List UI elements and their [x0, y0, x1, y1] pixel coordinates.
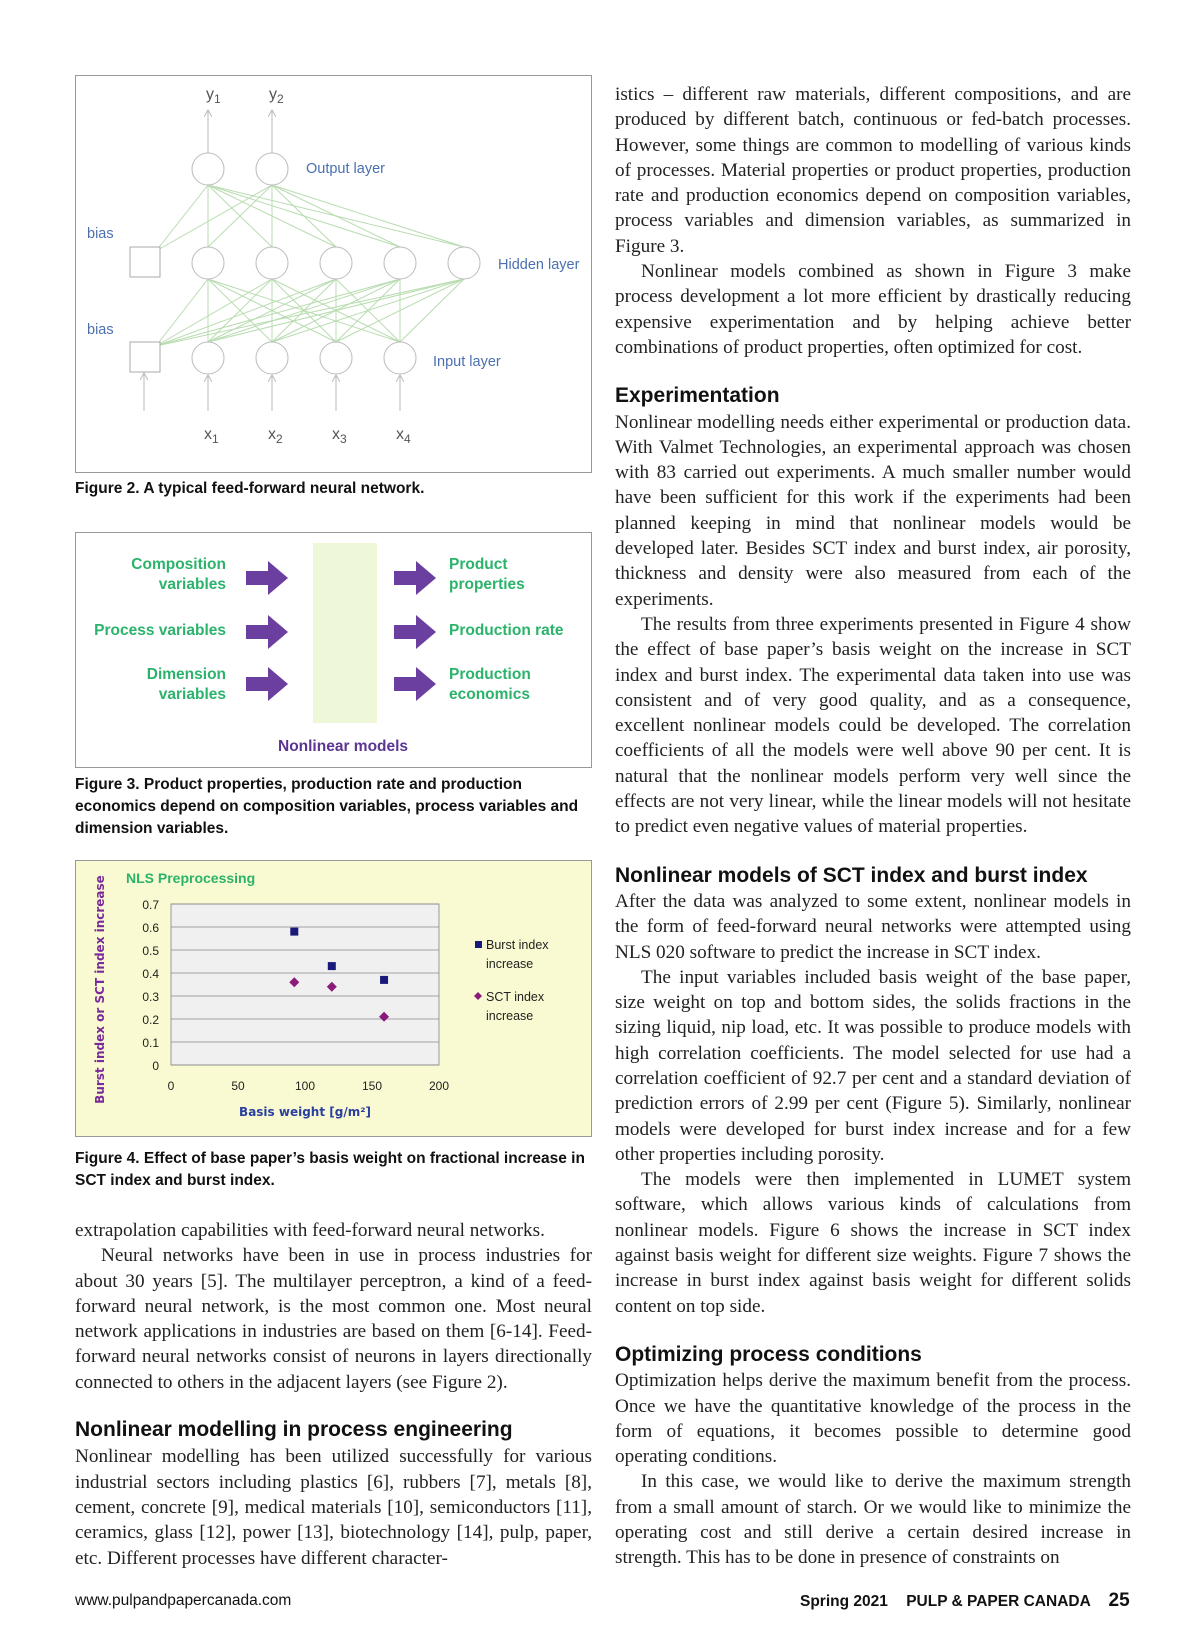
burst-index-point	[328, 962, 336, 970]
neuron-node	[448, 247, 480, 279]
connection-line	[156, 185, 208, 251]
neuron-node	[192, 342, 224, 374]
bias-node	[130, 247, 160, 277]
paragraph: extrapolation capabilities with feed-forward neural networks.	[75, 1220, 545, 1241]
dimension-variables-label: Dimension variables	[146, 666, 226, 703]
neuron-node	[256, 247, 288, 279]
connection-line	[400, 279, 464, 342]
paragraph: In this case, we would like to derive the maximum strength from a small amount of starch. Or we would like to minimize the operating cost and still derive a certain desired increase in strength. This has to be done in presence of constraints on	[615, 1471, 1131, 1569]
paragraph: istics – different raw materials, different compositions, and are produced by different batch, continuous or fed-batch processes. However, some things are common to modelling of various kinds of processes. Material properties or product properties, production rate and production economics depend on composition variables, process variables and dimension variables, as summarized in Figure 3.	[615, 84, 1131, 257]
paragraph: Nonlinear modelling has been utilized successfully for various industrial sectors including plastics [6], rubbers [7], metals [8], cement, concrete [9], medical materials [10], semiconductors [11], ceramics, glass [12], power [13], biotechnology [14], pulp, paper, etc. Different processes have different character-	[75, 1446, 592, 1569]
legend-marker-square	[475, 941, 482, 948]
footer-publication: PULP & PAPER CANADA	[906, 1593, 1091, 1610]
paragraph: Optimization helps derive the maximum benefit from the process. Once we have the quantitative knowledge of the process in the form of equations, it becomes possible to determine good operating conditions.	[615, 1370, 1131, 1468]
burst-index-point	[290, 928, 298, 936]
arrow-icon	[394, 561, 436, 595]
neuron-node	[384, 247, 416, 279]
bias-top-label: bias	[87, 226, 114, 242]
nonlinear-models-box	[313, 543, 377, 723]
chart-title: NLS Preprocessing	[126, 870, 256, 886]
paragraph: Nonlinear modelling needs either experimental or production data. With Valmet Technologies, an experimental approach was chosen with 83 carried out experiments. A much smaller number would have been sufficient for this work if the experiments had been planned keeping in mind that nonlinear models would be developed later. Besides SCT index and burst index, air porosity, thickness and density were also measured from each of the experiments.	[615, 411, 1131, 610]
left-column-text	[75, 1218, 592, 1571]
burst-index-point	[380, 976, 388, 984]
x-tick-label: 50	[231, 1079, 245, 1093]
legend-label: increase	[486, 957, 534, 971]
paragraph: The results from three experiments presented in Figure 4 show the effect of base paper’s basis weight on the increase in SCT index and burst index. The experimental data taken into use was consistent and of very good quality, and as a consequence, excellent nonlinear models could be developed. The correlation coefficients of all the models were well above 90 per cent. It is natural that the nonlinear models perform very well since the effects are not very linear, while the linear models will not hesitate to predict even negative values of material properties.	[615, 613, 1131, 838]
section-heading: Optimizing process conditions	[615, 1342, 922, 1366]
x-tick-label: 150	[361, 1079, 383, 1093]
composition-variables-label: Composition variables	[131, 556, 226, 593]
network-nodes	[130, 153, 480, 374]
section-heading: Experimentation	[615, 384, 780, 408]
legend-label: SCT index	[486, 990, 545, 1004]
arrow-icon	[246, 667, 288, 701]
x3-label: $x_3$	[332, 426, 347, 447]
x4-label: $x_4$	[396, 426, 411, 447]
right-column-text	[615, 82, 1131, 1571]
connection-line	[208, 185, 464, 247]
section-heading: Nonlinear modelling in process engineering	[75, 1418, 513, 1442]
bias-bottom-label: bias	[87, 322, 114, 338]
process-variables-label: Process variables	[94, 622, 226, 639]
legend-marker-diamond	[474, 992, 482, 1000]
y-tick-label: 0	[152, 1059, 159, 1073]
y1-label: $y_1$	[206, 86, 221, 107]
figure-4-chart	[75, 860, 592, 1137]
footer-issue	[800, 1590, 1130, 1612]
y-tick-label: 0.4	[142, 967, 159, 981]
arrow-icon	[394, 615, 436, 649]
product-properties-label: Product properties	[449, 556, 525, 593]
scatter-chart	[76, 861, 591, 1136]
paragraph: Nonlinear models combined as shown in Figure 3 make process development a lot more efficient by drastically reducing expensive experimentation and by helping achieve better combinations of product properties, often optimized for cost.	[615, 261, 1131, 358]
paragraph: After the data was analyzed to some extent, nonlinear models in the form of feed-forward neural networks were attempted using NLS 020 software to predict the increase in SCT index.	[615, 890, 1131, 963]
y-tick-label: 0.2	[142, 1013, 159, 1027]
plot-area	[171, 904, 439, 1065]
neuron-node	[384, 342, 416, 374]
input-layer-label: Input layer	[433, 354, 501, 370]
figure-3-caption: Figure 3. Product properties, production rate and production economics depend on composition variables, process variables and dimension variables.	[75, 776, 579, 837]
paragraph: The models were then implemented in LUMET system software, which allows various kinds of calculations from nonlinear models. Figure 6 shows the increase in SCT index against basis weight for different size weights. Figure 7 shows the increase in burst index against basis weight for different solids content on top side.	[615, 1169, 1131, 1317]
figure-4-caption: Figure 4. Effect of base paper’s basis weight on fractional increase in SCT index and burst index.	[75, 1150, 585, 1189]
neuron-node	[192, 247, 224, 279]
figure-3-nonlinear-models	[75, 532, 592, 768]
connection-line	[272, 185, 464, 247]
neuron-node	[320, 247, 352, 279]
figure-2-neural-network	[75, 75, 592, 473]
x2-label: $x_2$	[268, 426, 283, 447]
y-axis-label: Burst index or SCT index increase	[93, 875, 107, 1104]
y-tick-label: 0.5	[142, 944, 159, 958]
neural-network-diagram	[76, 76, 591, 472]
y-tick-label: 0.3	[142, 990, 159, 1004]
x-tick-label: 100	[294, 1079, 316, 1093]
hidden-layer-label: Hidden layer	[498, 257, 580, 273]
x1-label: $x_1$	[204, 426, 219, 447]
arrow-icon	[394, 667, 436, 701]
y-tick-label: 0.7	[142, 898, 159, 912]
footer-issue-date: Spring 2021	[800, 1593, 888, 1610]
connection-line	[208, 185, 400, 247]
y-tick-label: 0.6	[142, 921, 159, 935]
footer-url[interactable]: www.pulpandpapercanada.com	[75, 1592, 292, 1609]
legend-label: increase	[486, 1009, 534, 1023]
section-heading: Nonlinear models of SCT index and burst index	[615, 863, 1088, 887]
arrow-icon	[246, 561, 288, 595]
paragraph: The input variables included basis weight of the base paper, size weight on top and bottom sides, the solids fractions in the sizing liquid, nip load, etc. It was possible to produce models with high correlation coefficients. The model selected for use had a correlation coefficient of 92.7 per cent and a standard deviation of prediction errors of 2.99 per cent (Figure 5). Similarly, nonlinear models were developed for burst index increase and for a few other properties including porosity.	[615, 966, 1131, 1165]
footer-page-number: 25	[1108, 1590, 1130, 1611]
neuron-node	[192, 153, 224, 185]
arrow-icon	[246, 615, 288, 649]
neuron-node	[256, 153, 288, 185]
y-tick-label: 0.1	[142, 1036, 159, 1050]
neuron-node	[320, 342, 352, 374]
x-tick-label: 200	[428, 1079, 450, 1093]
production-rate-label: Production rate	[449, 622, 564, 639]
production-economics-label: Production economics	[449, 666, 531, 703]
bias-node	[130, 342, 160, 372]
figure-2-caption: Figure 2. A typical feed-forward neural network.	[75, 480, 425, 497]
output-layer-label: Output layer	[306, 161, 385, 177]
nonlinear-models-label: Nonlinear models	[278, 738, 409, 755]
neuron-node	[256, 342, 288, 374]
paragraph: Neural networks have been in use in process industries for about 30 years [5]. The multilayer perceptron, a kind of a feed-forward neural network, is the most common one. Most neural network applications in industries are based on them [6-14]. Feed-forward neural networks consist of neurons in layers directionally connected to others in the adjacent layers (see Figure 2).	[75, 1245, 592, 1393]
legend-label: Burst index	[486, 938, 549, 952]
x-tick-label: 0	[167, 1079, 175, 1093]
y2-label: $y_2$	[269, 86, 284, 107]
x-axis-label: Basis weight [g/m²]	[239, 1105, 371, 1119]
